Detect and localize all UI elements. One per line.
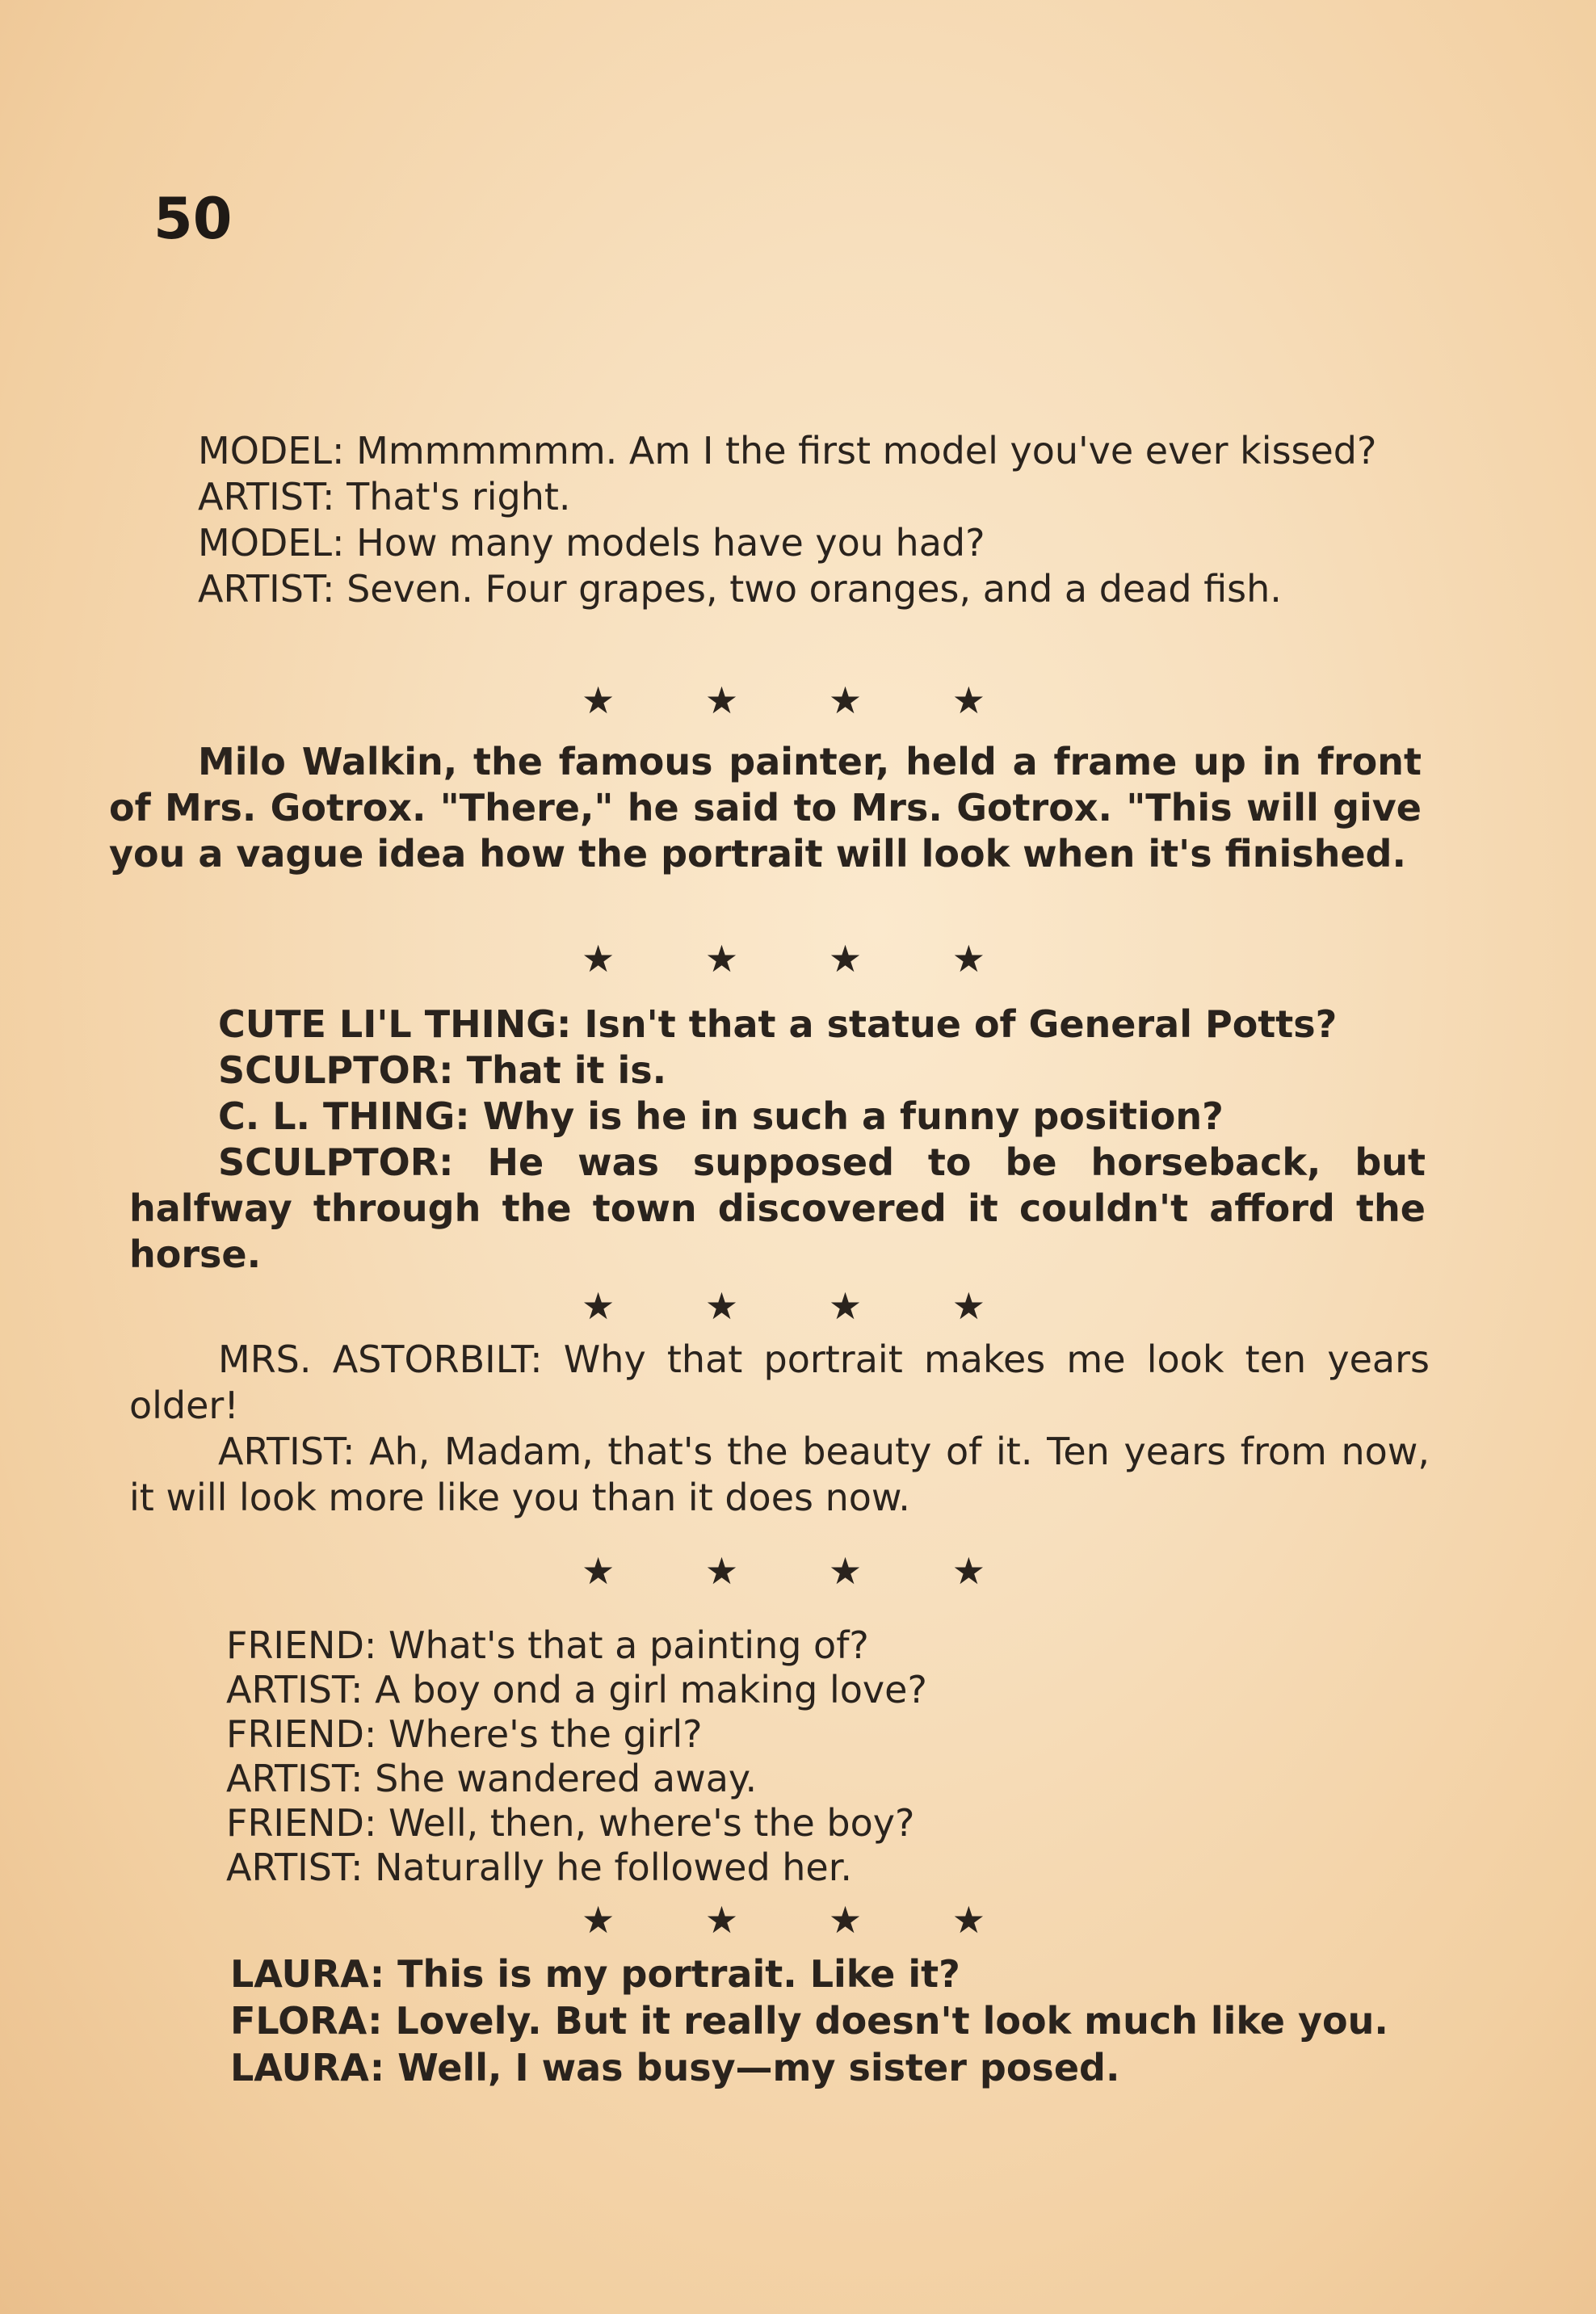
joke-milo-walkin: [109, 739, 1422, 877]
dialogue-line: SCULPTOR: He was supposed to be horseback, but halfway through the town discovered it couldn't afford the horse.: [129, 1140, 1426, 1276]
dialogue-line: ARTIST: She wandered away.: [226, 1757, 758, 1800]
dialogue-line: SCULPTOR: That it is.: [218, 1048, 667, 1092]
star-separator: [582, 937, 985, 981]
star-icon: ★: [828, 678, 863, 722]
star-icon: ★: [704, 1284, 739, 1328]
dialogue-line: ARTIST: A boy ond a girl making love?: [226, 1668, 927, 1711]
star-icon: ★: [582, 937, 615, 981]
star-icon: ★: [951, 937, 985, 981]
joke-general-potts: [129, 1002, 1426, 1278]
dialogue-line: FRIEND: What's that a painting of?: [226, 1623, 869, 1667]
joke-laura-flora: [141, 1951, 1430, 2091]
star-icon: ★: [704, 678, 739, 722]
star-icon: ★: [828, 1284, 863, 1328]
star-icon: ★: [951, 1549, 985, 1593]
dialogue-line: LAURA: This is my portrait. Like it?: [230, 1952, 960, 1996]
star-icon: ★: [828, 937, 863, 981]
dialogue-line: FRIEND: Where's the girl?: [226, 1712, 703, 1756]
star-separator: [582, 1549, 985, 1593]
joke-friend-painting: [137, 1623, 1430, 1890]
star-separator: [582, 1284, 985, 1328]
paragraph: Milo Walkin, the famous painter, held a frame up in front of Mrs. Gotrox. "There," he said to Mrs. Gotrox. "This will give you a vague idea how the portrait will look when it's finished.: [109, 740, 1422, 876]
dialogue-line: ARTIST: That's right.: [198, 475, 571, 519]
joke-mrs-astorbilt: [129, 1337, 1430, 1521]
star-icon: ★: [582, 1898, 615, 1942]
star-icon: ★: [951, 678, 985, 722]
star-icon: ★: [828, 1898, 863, 1942]
star-separator: [582, 1898, 985, 1942]
dialogue-line: ARTIST: Naturally he followed her.: [226, 1846, 853, 1889]
dialogue-line: ARTIST: Ah, Madam, that's the beauty of it. Ten years from now, it will look more like you than it does now.: [129, 1430, 1430, 1519]
joke-model-artist: [109, 428, 1422, 612]
dialogue-line: CUTE LI'L THING: Isn't that a statue of General Potts?: [218, 1002, 1338, 1046]
page-number: 50: [153, 186, 233, 252]
star-icon: ★: [704, 1549, 739, 1593]
star-icon: ★: [951, 1898, 985, 1942]
star-separator: [582, 678, 985, 722]
star-icon: ★: [951, 1284, 985, 1328]
dialogue-line: MRS. ASTORBILT: Why that portrait makes me look ten years older!: [129, 1338, 1430, 1427]
dialogue-line: MODEL: Mmmmmmm. Am I the first model you've ever kissed?: [198, 429, 1377, 472]
star-icon: ★: [582, 1284, 615, 1328]
dialogue-line: FRIEND: Well, then, where's the boy?: [226, 1801, 915, 1845]
star-icon: ★: [704, 937, 739, 981]
star-icon: ★: [828, 1549, 863, 1593]
dialogue-line: C. L. THING: Why is he in such a funny position?: [218, 1094, 1224, 1138]
star-icon: ★: [704, 1898, 739, 1942]
dialogue-line: LAURA: Well, I was busy—my sister posed.: [230, 2046, 1120, 2089]
dialogue-line: FLORA: Lovely. But it really doesn't look much like you.: [230, 1999, 1388, 2043]
star-icon: ★: [582, 678, 615, 722]
star-icon: ★: [582, 1549, 615, 1593]
dialogue-line: ARTIST: Seven. Four grapes, two oranges, and a dead fish.: [198, 567, 1282, 611]
dialogue-line: MODEL: How many models have you had?: [198, 521, 985, 565]
